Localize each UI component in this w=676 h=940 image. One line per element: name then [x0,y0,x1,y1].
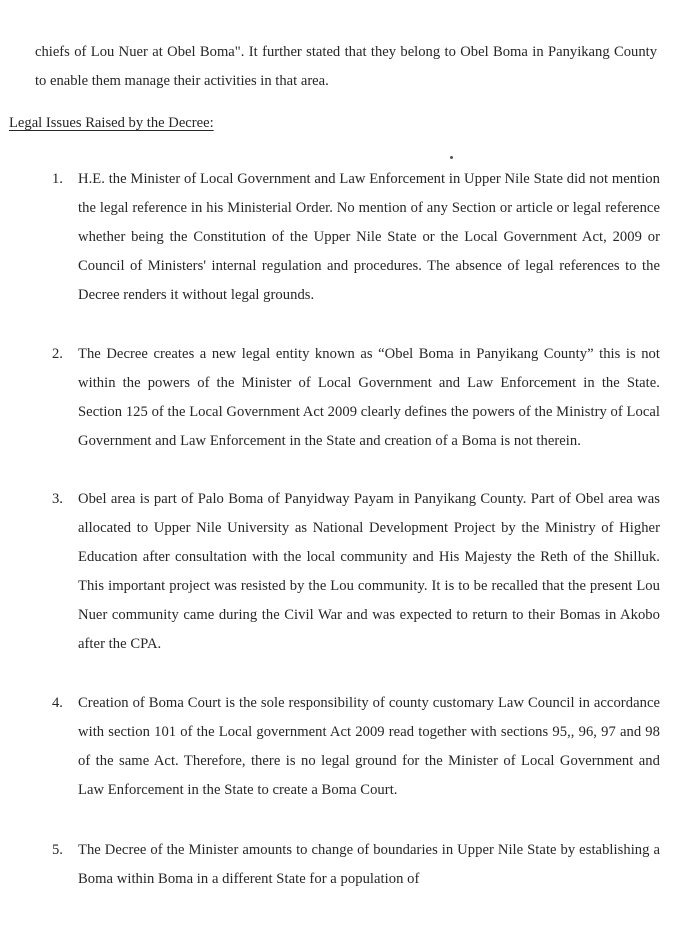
item-text: Obel area is part of Palo Boma of Panyidway Payam in Panyikang County. Part of Obel area was allocated to Upper Nile University as National Development Project by the Ministry of Higher Education after consultation with the local community and His Majesty the Reth of the Shilluk. This important project was resisted by the Lou community. It is to be recalled that the present Lou Nuer community came during the Civil War and was expected to return to their Bomas in Akobo after the CPA. [78,491,660,652]
item-text: Creation of Boma Court is the sole responsibility of county customary Law Council in accordance with section 101 of the Local government Act 2009 read together with sections 95,, 96, 97 and 98 of the same Act. Therefore, there is no legal ground for the Minister of Local Government and Law Enforcement in the State to create a Boma Court. [78,695,660,798]
item-number: 5. [52,842,63,858]
item-text: H.E. the Minister of Local Government and Law Enforcement in Upper Nile State did not mention the legal reference in his Ministerial Order. No mention of any Section or article or legal reference whether being the Constitution of the Upper Nile State or the Local Government Act, 2009 or Council of Ministers' internal regulation and procedures. The absence of legal references to the Decree renders it without legal grounds. [78,171,660,303]
item-number: 3. [52,491,63,507]
item-text: The Decree creates a new legal entity known as “Obel Boma in Panyikang County” this is not within the powers of the Minister of Local Government and Law Enforcement in the State. Section 125 of the Local Government Act 2009 clearly defines the powers of the Ministry of Local Government and Law Enforcement in the State and creation of a Boma is not therein. [78,346,660,449]
intro-paragraph: chiefs of Lou Nuer at Obel Boma". It further stated that they belong to Obel Boma in Panyikang County to enable them manage their activities in that area. [35,44,657,89]
scan-speck [450,156,453,159]
section-heading: Legal Issues Raised by the Decree: [9,115,214,131]
item-number: 1. [52,171,63,187]
item-number: 2. [52,346,63,362]
item-text: The Decree of the Minister amounts to change of boundaries in Upper Nile State by establishing a Boma within Boma in a different State for a population of [78,842,660,887]
item-number: 4. [52,695,63,711]
